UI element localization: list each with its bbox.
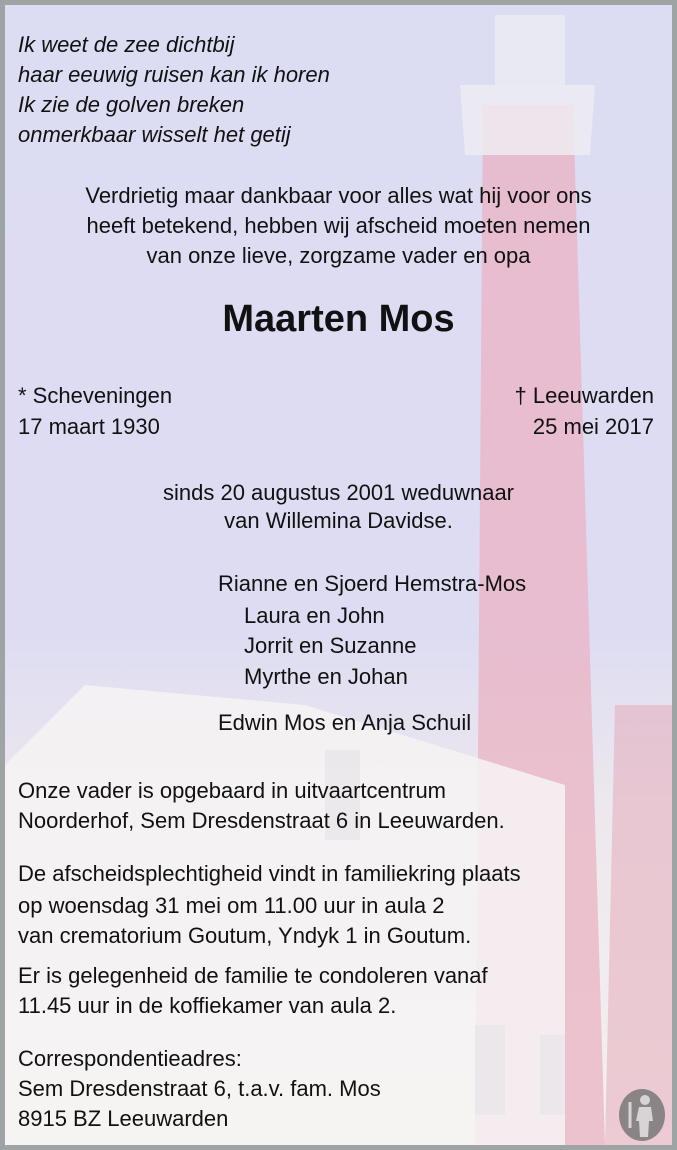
lighthouse-gallery — [460, 85, 595, 155]
widower-line: van Willemina Davidse. — [224, 508, 453, 533]
condolence-line: Er is gelegenheid de familie te condoleren vanaf — [18, 963, 488, 988]
poem-line: Ik weet de zee dichtbij — [18, 32, 235, 57]
laid-out-line: Noorderhof, Sem Dresdenstraat 6 in Leeuwarden. — [18, 808, 505, 833]
memorial-logo-icon — [618, 1088, 666, 1142]
poem-line: haar eeuwig ruisen kan ik horen — [18, 62, 330, 87]
family-grandchild: Laura en John — [244, 603, 385, 628]
family-grandchild: Jorrit en Suzanne — [244, 633, 417, 658]
death-place: † Leeuwarden — [514, 383, 654, 408]
condolence-line: 11.45 uur in de koffiekamer van aula 2. — [18, 993, 397, 1018]
lighthouse-lantern — [495, 15, 565, 85]
death-date: 25 mei 2017 — [532, 414, 654, 439]
ceremony-line: De afscheidsplechtigheid vindt in familiekring plaats — [18, 861, 521, 886]
obituary-card — [5, 5, 672, 1145]
address-line: Sem Dresdenstraat 6, t.a.v. fam. Mos — [18, 1076, 381, 1101]
family-child: Rianne en Sjoerd Hemstra-Mos — [218, 571, 527, 596]
ceremony-line: op woensdag 31 mei om 11.00 uur in aula 2 — [18, 893, 445, 918]
birth-place: * Scheveningen — [18, 383, 173, 408]
laid-out-line: Onze vader is opgebaard in uitvaartcentrum — [18, 778, 447, 803]
family-child: Edwin Mos en Anja Schuil — [218, 710, 472, 735]
address-line: 8915 BZ Leeuwarden — [18, 1106, 229, 1131]
address-line: Correspondentieadres: — [18, 1046, 242, 1071]
poem-line: onmerkbaar wisselt het getij — [18, 122, 291, 147]
intro-line: heeft betekend, hebben wij afscheid moeten nemen — [86, 213, 591, 238]
poem-line: Ik zie de golven breken — [18, 92, 245, 117]
ceremony-line: van crematorium Goutum, Yndyk 1 in Goutum. — [18, 923, 472, 948]
intro-line: Verdrietig maar dankbaar voor alles wat hij voor ons — [85, 183, 592, 208]
family-grandchild: Myrthe en Johan — [244, 664, 408, 689]
intro-line: van onze lieve, zorgzame vader en opa — [146, 243, 531, 268]
widower-line: sinds 20 augustus 2001 weduwnaar — [162, 480, 515, 505]
deceased-name: Maarten Mos — [222, 298, 455, 340]
birth-date: 17 maart 1930 — [18, 414, 160, 439]
